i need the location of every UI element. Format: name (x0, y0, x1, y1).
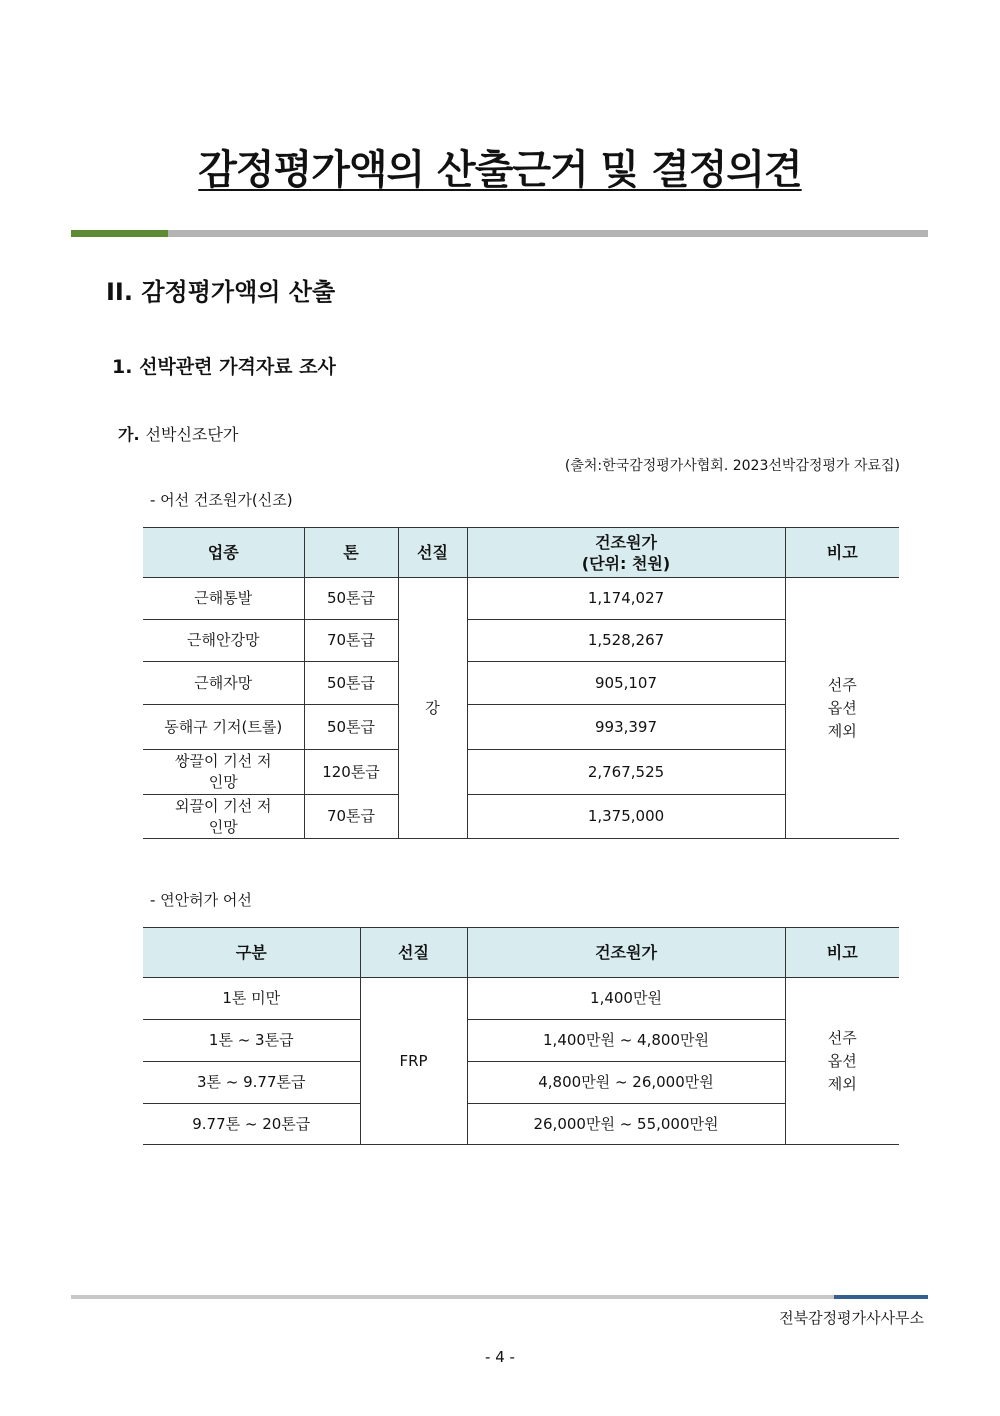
cell-type: 근해안강망 (143, 620, 304, 662)
cell-material: FRP (360, 978, 467, 1145)
table-row (143, 578, 899, 620)
cell-type: 근해통발 (143, 578, 304, 620)
cell-cost: 1,174,027 (467, 578, 785, 620)
subsection-title: 선박관련 가격자료 조사 (139, 356, 336, 378)
cell-ton: 70톤급 (304, 795, 398, 839)
col-header-material: 선질 (360, 928, 467, 978)
cell-category: 3톤 ~ 9.77톤급 (143, 1062, 360, 1104)
cell-cost: 993,397 (467, 705, 785, 750)
cell-type: 외끌이 기선 저인망 (143, 795, 304, 839)
cell-type: 동해구 기저(트롤) (143, 705, 304, 750)
footer-divider (71, 1295, 928, 1299)
col-header-cost (467, 528, 785, 578)
item-title: 선박신조단가 (145, 425, 239, 444)
cell-ton: 50톤급 (304, 705, 398, 750)
col-header-cost: 건조원가 (467, 928, 785, 978)
cell-cost: 4,800만원 ~ 26,000만원 (467, 1062, 785, 1104)
footer-divider-accent (834, 1295, 928, 1299)
page-title: 감정평가액의 산출근거 및 결정의견 (198, 147, 802, 193)
table2-caption: - 연안허가 어선 (150, 891, 252, 909)
item-heading (118, 422, 238, 445)
cell-cost: 1,528,267 (467, 620, 785, 662)
section-heading (106, 272, 335, 307)
cell-cost: 1,375,000 (467, 795, 785, 839)
cell-type: 근해자망 (143, 662, 304, 705)
section-title: 감정평가액의 산출 (141, 278, 336, 306)
table-row (143, 978, 899, 1020)
cell-type: 쌍끌이 기선 저인망 (143, 750, 304, 795)
cell-category: 1톤 ~ 3톤급 (143, 1020, 360, 1062)
title-divider (71, 230, 928, 237)
col-header-cost-line2: (단위: 천원) (581, 553, 671, 573)
title-divider-accent (71, 230, 168, 237)
fishing-vessel-cost-table (143, 527, 899, 839)
cell-note: 선주 옵션 제외 (785, 578, 899, 839)
footer-office-name: 전북감정평가사사무소 (779, 1309, 924, 1327)
cell-note: 선주 옵션 제외 (785, 978, 899, 1145)
col-header-ton: 톤 (304, 528, 398, 578)
col-header-type: 업종 (143, 528, 304, 578)
col-header-note: 비고 (785, 528, 899, 578)
cell-cost: 1,400만원 (467, 978, 785, 1020)
coastal-vessel-cost-table (143, 927, 899, 1145)
item-mark: 가. (118, 425, 140, 444)
col-header-material: 선질 (398, 528, 467, 578)
cell-cost: 2,767,525 (467, 750, 785, 795)
cell-ton: 50톤급 (304, 662, 398, 705)
cell-cost: 905,107 (467, 662, 785, 705)
page-number: - 4 - (485, 1348, 515, 1366)
col-header-note: 비고 (785, 928, 899, 978)
col-header-cost-line1: 건조원가 (595, 532, 657, 552)
subsection-number: 1. (112, 356, 133, 378)
col-header-category: 구분 (143, 928, 360, 978)
cell-cost: 1,400만원 ~ 4,800만원 (467, 1020, 785, 1062)
cell-ton: 70톤급 (304, 620, 398, 662)
table1-caption: - 어선 건조원가(신조) (150, 491, 293, 509)
subsection-heading (112, 352, 336, 379)
cell-category: 9.77톤 ~ 20톤급 (143, 1104, 360, 1145)
source-note: (출처:한국감정평가사협회. 2023선박감정평가 자료집) (564, 458, 900, 474)
cell-category: 1톤 미만 (143, 978, 360, 1020)
cell-ton: 50톤급 (304, 578, 398, 620)
section-number: II. (106, 278, 133, 306)
cell-material: 강 (398, 578, 467, 839)
cell-ton: 120톤급 (304, 750, 398, 795)
cell-cost: 26,000만원 ~ 55,000만원 (467, 1104, 785, 1145)
